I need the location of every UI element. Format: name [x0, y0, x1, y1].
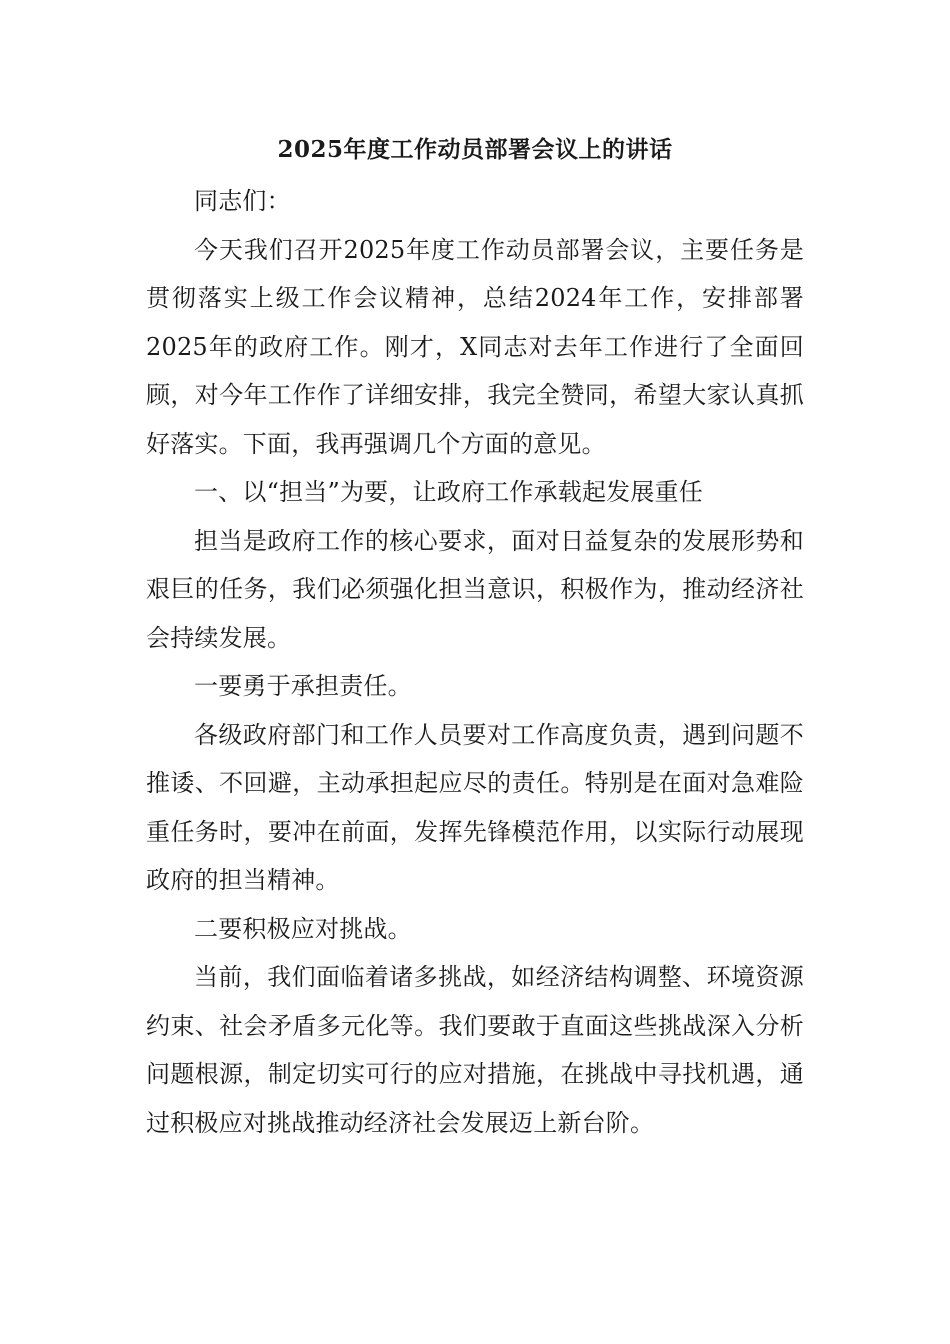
- body-paragraph: 当前，我们面临着诸多挑战，如经济结构调整、环境资源约束、社会矛盾多元化等。我们要敢于直面这些挑战深入分析问题根源，制定切实可行的应对措施，在挑战中寻找机遇，通过积极应对挑战推动经济社会发展迈上新台阶。: [146, 963, 804, 1137]
- body-paragraph: 今天我们召开2025年度工作动员部署会议，主要任务是贯彻落实上级工作会议精神，总结2024年工作，安排部署2025年的政府工作。刚才，X同志对去年工作进行了全面回顾，对今年工作作了详细安排，我完全赞同，希望大家认真抓好落实。下面，我再强调几个方面的意见。: [146, 235, 804, 458]
- subsection-heading: 二要积极应对挑战。: [194, 914, 412, 943]
- document-title: 2025年度工作动员部署会议上的讲话: [277, 136, 673, 163]
- section-heading: 一、以“担当”为要，让政府工作承载起发展重任: [194, 478, 703, 506]
- salutation: 同志们：: [194, 187, 291, 215]
- subsection-heading: 一要勇于承担责任。: [194, 672, 412, 700]
- body-paragraph: 各级政府部门和工作人员要对工作高度负责，遇到问题不推诿、不回避，主动承担起应尽的责任。特别是在面对急难险重任务时，要冲在前面，发挥先锋模范作用，以实际行动展现政府的担当精神。: [146, 720, 804, 894]
- document-body: [146, 177, 804, 1147]
- body-paragraph: 担当是政府工作的核心要求，面对日益复杂的发展形势和艰巨的任务，我们必须强化担当意识，积极作为，推动经济社会持续发展。: [146, 526, 804, 652]
